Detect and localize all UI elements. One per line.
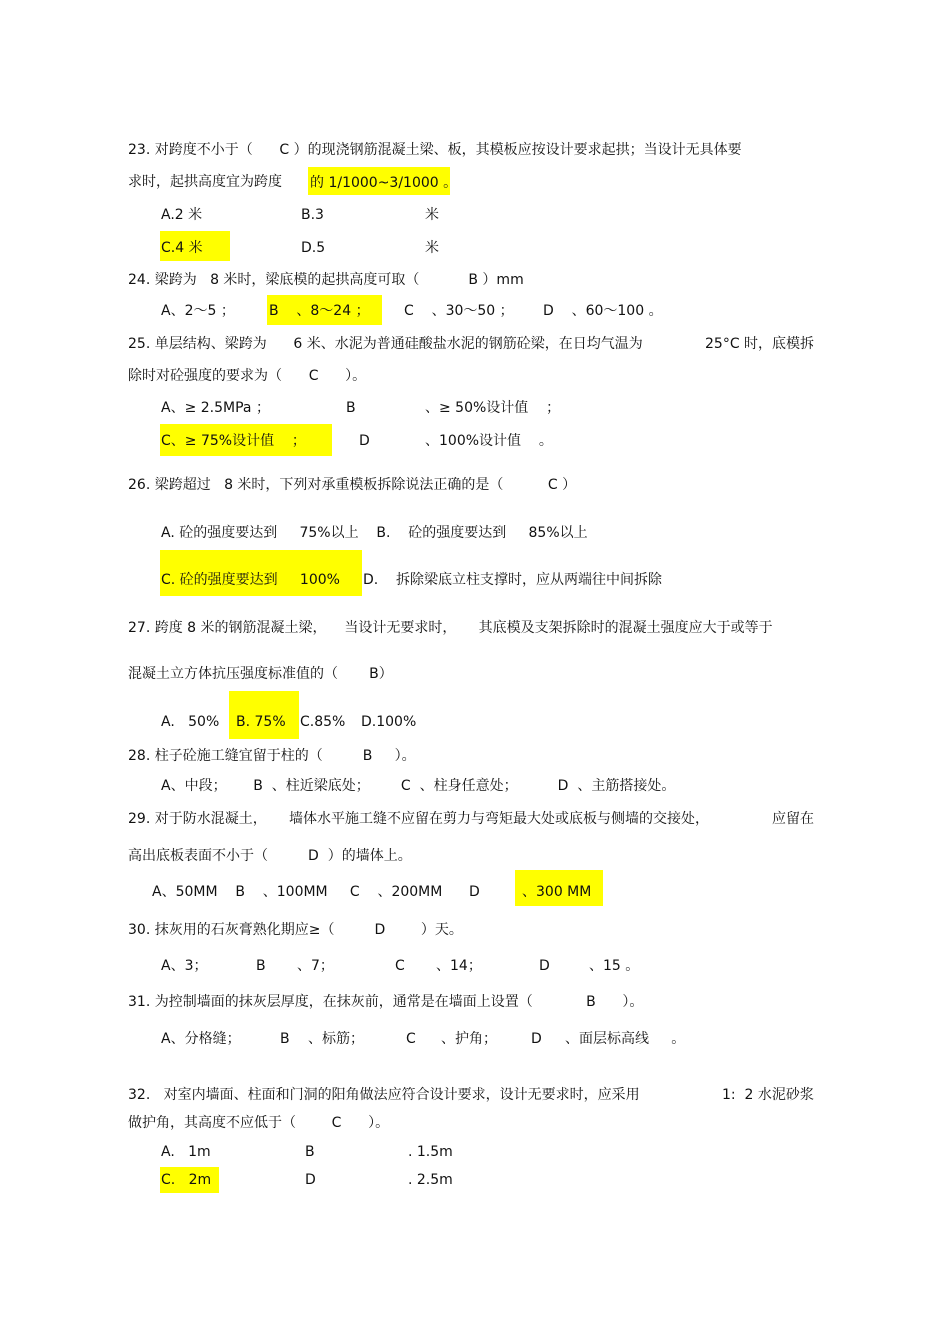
question-32-stem: 32. 对室内墙面、柱面和门洞的阳角做法应符合设计要求，设计无要求时，应采用 [128, 1087, 640, 1103]
option-d-text: 、15 。 [589, 958, 640, 974]
option-b-text: 、≥ 50%设计值 ； [425, 400, 561, 416]
option-a: A.2 米 [161, 207, 203, 223]
option-d-text: 、300 MM [522, 884, 592, 900]
option-b: B [280, 1031, 290, 1047]
question-26-stem: 26. 梁跨超过 8 米时，下列对承重模板拆除说法正确的是（ C ） [128, 477, 577, 493]
option-d-text: 、面层标高线 。 [565, 1031, 686, 1047]
option-d: D [531, 1031, 542, 1047]
option-d-unit: 米 [425, 240, 439, 256]
question-27-stem-cont: 混凝土立方体抗压强度标准值的（ B） [128, 666, 393, 682]
question-32-stem-cont: 做护角，其高度不应低于（ C ）。 [128, 1115, 390, 1131]
question-29-stem-cont: 高出底板表面不小于（ D ）的墙体上。 [128, 848, 412, 864]
option-a: A、2～5 ； [161, 303, 235, 319]
question-27-stem: 27. 跨度 8 米的钢筋混凝土梁， 当设计无要求时， 其底模及支架拆除时的混凝土强度应大于或等于 [128, 620, 773, 636]
option-d: D.100% [361, 714, 417, 730]
question-29-options: A、50MM B 、100MM C 、200MM D [152, 884, 480, 900]
question-25-stem-temp: 25°C 时，底模拆 [705, 336, 815, 352]
option-d: D 、60～100 。 [543, 303, 663, 319]
question-23-stem: 23. 对跨度不小于（ C ）的现浇钢筋混凝土梁、板，其模板应按设计要求起拱；当设计无具体要 [128, 142, 742, 158]
option-b-text: . 1.5m [408, 1144, 453, 1160]
question-23-answer-highlight: 的 1/1000~3/1000 。 [310, 175, 458, 191]
option-d: D [359, 433, 370, 449]
option-c: C. 砼的强度要达到 100% [161, 572, 340, 588]
option-d: D [305, 1172, 316, 1188]
question-31-stem: 31. 为控制墙面的抹灰层厚度，在抹灰前，通常是在墙面上设置（ B ）。 [128, 994, 644, 1010]
option-d: D [539, 958, 550, 974]
question-24-stem: 24. 梁跨为 8 米时，梁底模的起拱高度可取（ B ）mm [128, 272, 524, 288]
option-c: C [406, 1031, 416, 1047]
option-b: B. 75% [236, 714, 286, 730]
option-c-text: 、护角； [441, 1031, 497, 1047]
option-b: B [256, 958, 266, 974]
question-23-stem-cont: 求时，起拱高度宜为跨度 [128, 174, 282, 190]
option-d-text: . 2.5m [408, 1172, 453, 1188]
question-30-stem: 30. 抹灰用的石灰膏熟化期应≥（ D ）天。 [128, 922, 463, 938]
question-28-stem: 28. 柱子砼施工缝宜留于柱的（ B ）。 [128, 748, 416, 764]
option-b-text: 、7； [297, 958, 334, 974]
question-29-stem-end: 应留在 [772, 811, 814, 827]
option-a: A、3； [161, 958, 208, 974]
option-b: B 、8～24 ； [269, 303, 370, 319]
option-d-text: 、100%设计值 。 [425, 433, 553, 449]
option-c: C 、30～50 ； [404, 303, 514, 319]
option-c: C.85% [300, 714, 346, 730]
question-25-stem: 25. 单层结构、梁跨为 6 米、水泥为普通硅酸盐水泥的钢筋砼梁，在日均气温为 [128, 336, 643, 352]
option-d: D. 拆除梁底立柱支撑时，应从两端往中间拆除 [363, 572, 663, 588]
option-a: A、分格缝； [161, 1031, 241, 1047]
option-a: A、≥ 2.5MPa ； [161, 400, 270, 416]
option-a: A. 50% [161, 714, 220, 730]
question-25-stem-cont: 除时对砼强度的要求为（ C ）。 [128, 368, 367, 384]
option-b-unit: 米 [425, 207, 439, 223]
option-c: C [395, 958, 405, 974]
option-a: A. 1m [161, 1144, 211, 1160]
option-c: C、≥ 75%设计值 ； [161, 433, 306, 449]
option-d: D.5 [301, 240, 326, 256]
question-28-options: A、中段； B 、柱近梁底处； C 、柱身任意处； D 、主筋搭接处。 [161, 778, 676, 794]
option-c: C.4 米 [161, 240, 203, 256]
option-c: C. 2m [161, 1172, 212, 1188]
option-b: B [346, 400, 356, 416]
option-a-b: A. 砼的强度要达到 75%以上 B. 砼的强度要达到 85%以上 [161, 525, 588, 541]
question-32-stem-ratio: 1: 2 水泥砂浆 [722, 1087, 814, 1103]
option-b: B.3 [301, 207, 324, 223]
option-b-text: 、标筋； [308, 1031, 364, 1047]
option-b: B [305, 1144, 315, 1160]
question-29-stem: 29. 对于防水混凝土， 墙体水平施工缝不应留在剪力与弯矩最大处或底板与侧墙的交接处， [128, 811, 709, 827]
option-c-text: 、14； [436, 958, 482, 974]
